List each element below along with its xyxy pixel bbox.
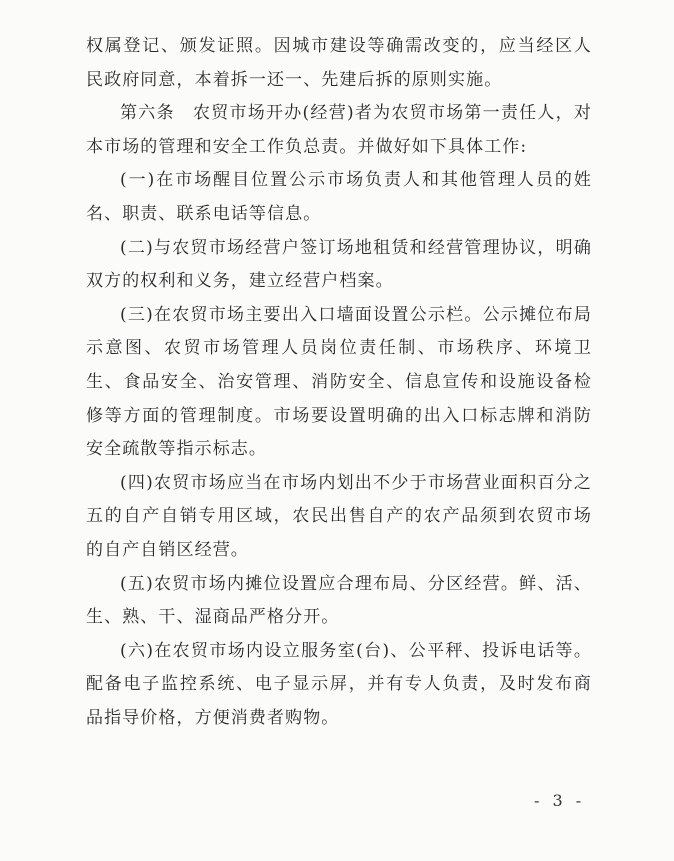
paragraph-item-4: (四)农贸市场应当在市场内划出不少于市场营业面积百分之五的自产自销专用区域，农民出售自产的农产品须到农贸市场的自产自销区经营。: [86, 472, 592, 560]
page-number: - 3 -: [534, 791, 586, 810]
paragraph-article-6: 第六条 农贸市场开办(经营)者为农贸市场第一责任人，对本市场的管理和安全工作负总责。并做好如下具体工作:: [86, 103, 592, 157]
body-text: [86, 30, 592, 735]
paragraph-item-1: (一)在市场醒目位置公示市场负责人和其他管理人员的姓名、职责、联系电话等信息。: [86, 170, 592, 224]
paragraph-item-3: (三)在农贸市场主要出入口墙面设置公示栏。公示摊位布局示意图、农贸市场管理人员岗位责任制、市场秩序、环境卫生、食品安全、治安管理、消防安全、信息宣传和设施设备检修等方面的管理制度。市场要设置明确的出入口标志牌和消防安全疏散等指示标志。: [86, 304, 592, 460]
paragraph-item-5: (五)农贸市场内摊位设置应合理布局、分区经营。鲜、活、生、熟、干、湿商品严格分开。: [86, 573, 592, 628]
paragraph-continuation: 权属登记、颁发证照。因城市建设等确需改变的，应当经区人民政府同意，本着拆一还一、先建后拆的原则实施。: [86, 36, 592, 90]
paragraph-item-2: (二)与农贸市场经营户签订场地租赁和经营管理协议，明确双方的权利和义务，建立经营户档案。: [86, 237, 592, 292]
paragraph-item-6: (六)在农贸市场内设立服务室(台)、公平秤、投诉电话等。配备电子监控系统、电子显示屏，并有专人负责，及时发布商品指导价格，方便消费者购物。: [86, 640, 592, 728]
